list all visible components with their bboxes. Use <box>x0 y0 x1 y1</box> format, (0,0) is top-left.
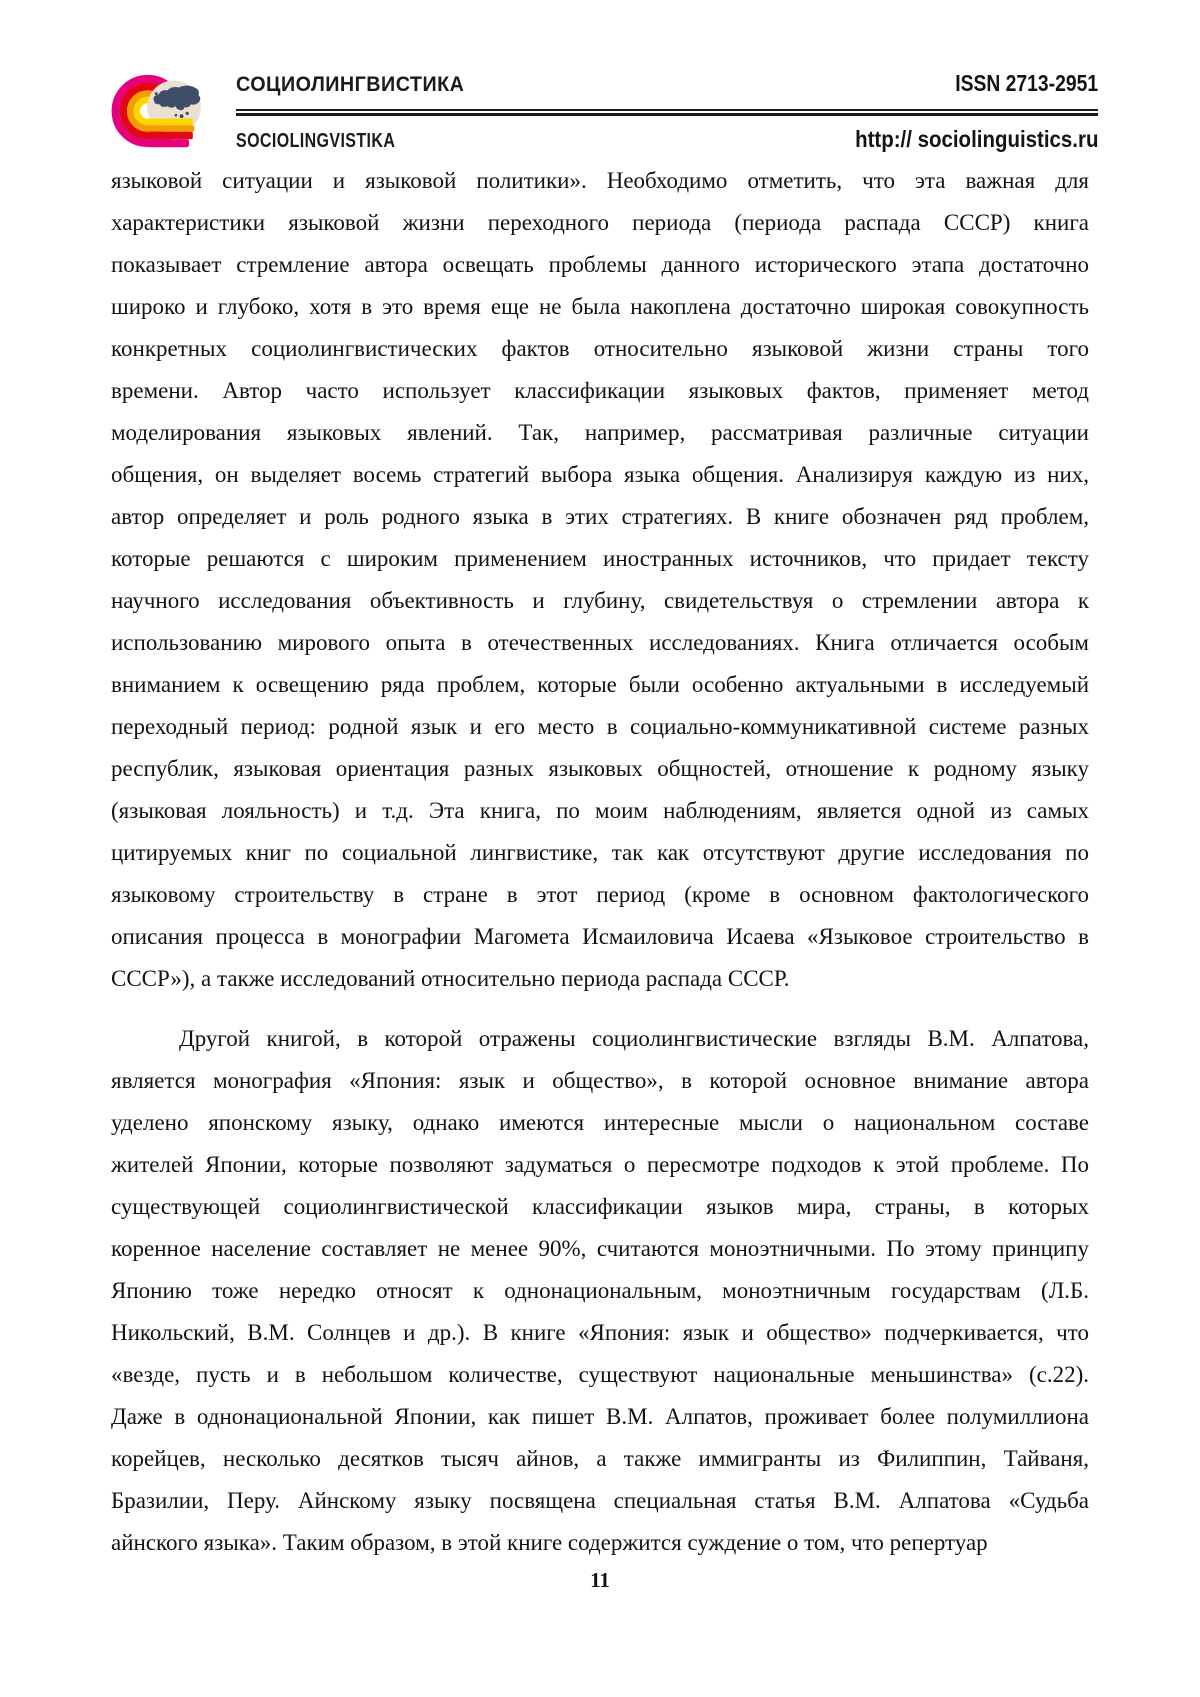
text-line: языковой ситуации и языковой политики». Необходимо отметить, что эта важная для <box>111 168 1089 193</box>
text-line: автор определяет и роль родного языка в этих стратегиях. В книге обозначен ряд проблем, <box>111 504 1089 529</box>
text-line: научного исследования объективность и глубину, свидетельствуя о стремлении автора к <box>111 588 1089 613</box>
header-row-bottom <box>236 126 1098 153</box>
text-line: уделено японскому языку, однако имеются интересные мысли о национальном составе <box>111 1110 1089 1135</box>
journal-logo-icon <box>110 64 208 158</box>
text-line: Японию тоже нередко относят к однонациональным, моноэтничным государствам (Л.Б. <box>111 1278 1089 1303</box>
text-line: Бразилии, Перу. Айнскому языку посвящена специальная статья В.М. Алпатова «Судьба <box>111 1488 1089 1513</box>
text-line: характеристики языковой жизни переходного периода (периода распада СССР) книга <box>111 210 1089 235</box>
text-line: описания процесса в монографии Магомета Исмаиловича Исаева «Языковое строительство в <box>111 924 1089 949</box>
text-line: показывает стремление автора освещать проблемы данного исторического этапа достаточно <box>111 252 1089 277</box>
text-line: (языковая лояльность) и т.д. Эта книга, по моим наблюдениям, является одной из самых <box>111 798 1089 823</box>
text-line: широко и глубоко, хотя в это время еще не была накоплена достаточно широкая совокупность <box>111 294 1089 319</box>
text-line: Никольский, В.М. Солнцев и др.). В книге «Япония: язык и общество» подчеркивается, что <box>111 1320 1089 1345</box>
header-row-top <box>236 70 1098 97</box>
journal-title-russian: СОЦИОЛИНГВИСТИКА <box>236 73 465 96</box>
text-line: Даже в однонациональной Японии, как пишет В.М. Алпатов, проживает более полумиллиона <box>111 1404 1089 1429</box>
text-line: существующей социолингвистической классификации языков мира, страны, в которых <box>111 1194 1089 1219</box>
text-line: переходный период: родной язык и его место в социально-коммуникативной системе разных <box>111 714 1089 739</box>
header-divider <box>236 109 1098 116</box>
text-line: вниманием к освещению ряда проблем, которые были особенно актуальными в исследуемый <box>111 672 1089 697</box>
text-line: республик, языковая ориентация разных языковых общностей, отношение к родному языку <box>111 756 1089 781</box>
issn-label: ISSN 2713-2951 <box>955 70 1098 96</box>
journal-website-url: http:// sociolinguistics.ru <box>854 126 1098 152</box>
paragraph <box>111 1018 1089 1564</box>
text-line: «везде, пусть и в небольшом количестве, существуют национальные меньшинства» (с.22). <box>111 1362 1089 1387</box>
text-line: моделирования языковых явлений. Так, например, рассматривая различные ситуации <box>111 420 1089 445</box>
text-line: конкретных социолингвистических фактов относительно языковой жизни страны того <box>111 336 1089 361</box>
text-line: коренное население составляет не менее 90%, считаются моноэтничными. По этому принципу <box>111 1236 1089 1261</box>
text-line: СССР»), а также исследований относительно периода распада СССР. <box>111 966 790 991</box>
text-line: времени. Автор часто использует классификации языковых фактов, применяет метод <box>111 378 1089 403</box>
page-number: 11 <box>590 1568 610 1592</box>
text-line: общения, он выделяет восемь стратегий выбора языка общения. Анализируя каждую из них, <box>111 462 1089 487</box>
text-line: корейцев, несколько десятков тысяч айнов, а также иммигранты из Филиппин, Тайваня, <box>111 1446 1089 1471</box>
text-line: использованию мирового опыта в отечественных исследованиях. Книга отличается особым <box>111 630 1089 655</box>
text-line: которые решаются с широким применением иностранных источников, что придает тексту <box>111 546 1089 571</box>
text-line: айнского языка». Таким образом, в этой книге содержится суждение о том, что репертуар <box>111 1530 988 1555</box>
text-line: цитируемых книг по социальной лингвистике, так как отсутствуют другие исследования по <box>111 840 1089 865</box>
journal-title-latin: SOCIOLINGVISTIKA <box>236 130 396 152</box>
text-line: жителей Японии, которые позволяют задуматься о пересмотре подходов к этой проблеме. По <box>111 1152 1089 1177</box>
text-line: является монография «Япония: язык и общество», в которой основное внимание автора <box>111 1068 1089 1093</box>
paragraph <box>111 160 1089 1000</box>
text-line: Другой книгой, в которой отражены социолингвистические взгляды В.М. Алпатова, <box>179 1026 1089 1051</box>
body-text <box>111 160 1089 1564</box>
text-line: языковому строительству в стране в этот период (кроме в основном фактологического <box>111 882 1089 907</box>
header-text-block <box>236 70 1098 153</box>
